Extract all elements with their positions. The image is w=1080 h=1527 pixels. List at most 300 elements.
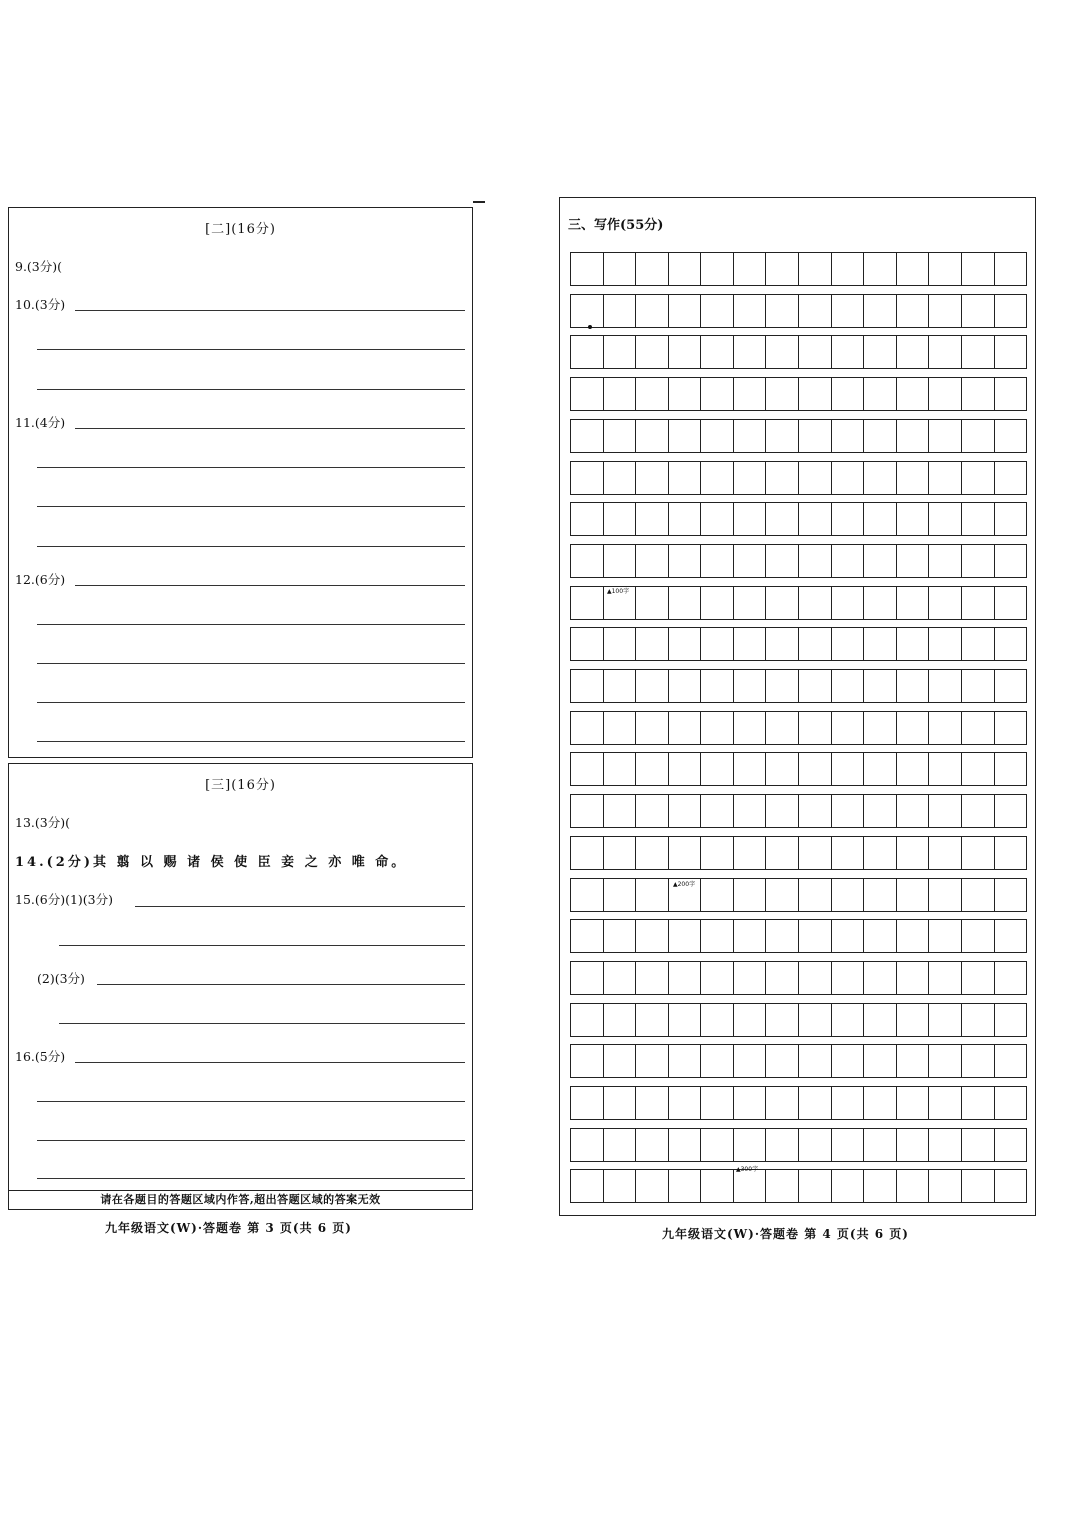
grid-cell[interactable] [995,253,1027,285]
grid-cell[interactable] [669,587,702,619]
grid-cell[interactable] [995,1045,1027,1077]
grid-cell[interactable] [929,295,962,327]
grid-cell[interactable] [995,920,1027,952]
grid-cell[interactable] [995,795,1027,827]
grid-cell[interactable] [669,336,702,368]
grid-cell[interactable] [701,962,734,994]
grid-cell[interactable] [962,462,995,494]
grid-cell[interactable] [636,753,669,785]
grid-cell[interactable] [995,378,1027,410]
grid-cell[interactable] [832,670,865,702]
grid-cell[interactable] [636,336,669,368]
grid-cell[interactable] [897,295,930,327]
grid-cell[interactable] [701,420,734,452]
grid-cell[interactable] [734,712,767,744]
grid-cell[interactable] [962,795,995,827]
grid-cell[interactable] [734,962,767,994]
grid-cell[interactable] [897,253,930,285]
grid-cell[interactable] [766,628,799,660]
grid-cell[interactable] [571,587,604,619]
grid-cell[interactable] [962,670,995,702]
grid-cell[interactable] [669,1004,702,1036]
grid-cell[interactable] [604,420,637,452]
grid-cell[interactable] [897,587,930,619]
grid-cell[interactable] [636,962,669,994]
grid-cell[interactable] [995,1087,1027,1119]
grid-cell[interactable] [995,962,1027,994]
grid-cell[interactable] [636,920,669,952]
grid-cell[interactable] [604,462,637,494]
grid-cell[interactable] [669,1129,702,1161]
grid-cell[interactable] [929,503,962,535]
grid-cell[interactable] [571,1045,604,1077]
grid-cell[interactable] [766,545,799,577]
grid-cell[interactable] [864,420,897,452]
grid-cell[interactable] [832,1129,865,1161]
grid-cell[interactable] [571,628,604,660]
grid-cell[interactable] [734,628,767,660]
grid-cell[interactable] [799,753,832,785]
grid-cell[interactable] [701,545,734,577]
grid-cell[interactable] [864,503,897,535]
grid-cell[interactable] [701,670,734,702]
grid-cell[interactable] [864,670,897,702]
grid-cell[interactable] [571,253,604,285]
grid-cell[interactable] [897,378,930,410]
grid-cell[interactable] [962,295,995,327]
grid-cell[interactable] [897,545,930,577]
grid-cell[interactable] [571,1087,604,1119]
grid-cell[interactable] [766,879,799,911]
grid-cell[interactable] [766,837,799,869]
grid-cell[interactable] [766,670,799,702]
grid-cell[interactable] [734,920,767,952]
grid-cell[interactable] [766,1129,799,1161]
grid-cell[interactable] [701,628,734,660]
grid-cell[interactable] [962,420,995,452]
grid-cell[interactable] [636,587,669,619]
grid-cell[interactable] [897,962,930,994]
grid-cell[interactable] [571,462,604,494]
grid-cell[interactable] [701,795,734,827]
grid-cell[interactable] [929,962,962,994]
grid-cell[interactable] [571,753,604,785]
grid-cell[interactable] [897,879,930,911]
grid-cell[interactable] [929,795,962,827]
grid-cell[interactable] [604,336,637,368]
grid-cell[interactable] [734,503,767,535]
grid-cell[interactable] [995,879,1027,911]
grid-cell[interactable] [832,1170,865,1202]
grid-cell[interactable] [766,336,799,368]
grid-cell[interactable] [669,462,702,494]
grid-cell[interactable] [701,753,734,785]
grid-cell[interactable] [669,295,702,327]
grid-cell[interactable] [864,336,897,368]
grid-cell[interactable] [864,753,897,785]
grid-cell[interactable] [701,1045,734,1077]
grid-cell[interactable] [604,295,637,327]
grid-cell[interactable] [604,253,637,285]
question-16-answer-line[interactable] [37,1101,465,1102]
grid-cell[interactable] [669,795,702,827]
question-11-answer-line[interactable] [37,506,465,507]
grid-cell[interactable] [636,1170,669,1202]
grid-cell[interactable] [766,1045,799,1077]
grid-cell[interactable] [962,962,995,994]
grid-cell[interactable] [995,587,1027,619]
grid-cell[interactable] [766,462,799,494]
grid-cell[interactable] [864,1087,897,1119]
grid-cell[interactable] [864,545,897,577]
grid-cell[interactable] [897,712,930,744]
grid-cell[interactable] [766,1004,799,1036]
grid-cell[interactable] [734,420,767,452]
grid-cell[interactable] [571,879,604,911]
grid-cell[interactable] [897,753,930,785]
grid-cell[interactable] [929,753,962,785]
grid-cell[interactable] [571,712,604,744]
question-10-answer-line[interactable] [37,349,465,350]
grid-cell[interactable] [897,1129,930,1161]
grid-cell[interactable] [799,1087,832,1119]
grid-cell[interactable] [669,420,702,452]
grid-cell[interactable] [604,1129,637,1161]
grid-cell[interactable] [734,545,767,577]
grid-cell[interactable] [604,837,637,869]
grid-cell[interactable] [571,1004,604,1036]
grid-cell[interactable] [604,670,637,702]
grid-cell[interactable] [832,545,865,577]
grid-cell[interactable] [799,1170,832,1202]
question-15-2-answer-line[interactable] [59,1023,465,1024]
grid-cell[interactable] [864,1004,897,1036]
grid-cell[interactable] [701,1004,734,1036]
grid-cell[interactable] [897,1087,930,1119]
grid-cell[interactable] [766,253,799,285]
grid-cell[interactable] [929,336,962,368]
grid-cell[interactable] [701,837,734,869]
grid-cell[interactable] [929,1129,962,1161]
grid-cell[interactable] [604,503,637,535]
grid-cell[interactable] [571,670,604,702]
grid-cell[interactable] [962,837,995,869]
grid-cell[interactable] [636,1004,669,1036]
grid-cell[interactable] [604,628,637,660]
grid-cell[interactable] [864,1170,897,1202]
grid-cell[interactable] [734,753,767,785]
grid-cell[interactable] [929,545,962,577]
grid-cell[interactable] [701,1129,734,1161]
grid-cell[interactable] [701,712,734,744]
grid-cell[interactable] [734,1170,767,1202]
grid-cell[interactable] [604,753,637,785]
grid-cell[interactable] [832,503,865,535]
question-11-answer-line[interactable] [75,428,465,429]
grid-cell[interactable] [636,795,669,827]
grid-cell[interactable] [799,628,832,660]
grid-cell[interactable] [604,795,637,827]
grid-cell[interactable] [962,336,995,368]
grid-cell[interactable] [962,1087,995,1119]
grid-cell[interactable] [701,295,734,327]
grid-cell[interactable] [799,587,832,619]
grid-cell[interactable] [799,420,832,452]
question-12-answer-line[interactable] [37,741,465,742]
grid-cell[interactable] [864,295,897,327]
grid-cell[interactable] [929,587,962,619]
grid-cell[interactable] [962,545,995,577]
grid-cell[interactable] [701,1087,734,1119]
grid-cell[interactable] [799,920,832,952]
grid-cell[interactable] [864,1045,897,1077]
grid-cell[interactable] [734,670,767,702]
grid-cell[interactable] [766,378,799,410]
grid-cell[interactable] [897,795,930,827]
grid-cell[interactable] [929,253,962,285]
grid-cell[interactable] [864,628,897,660]
grid-cell[interactable] [669,628,702,660]
grid-cell[interactable] [897,920,930,952]
grid-cell[interactable] [995,1004,1027,1036]
question-16-answer-line[interactable] [37,1140,465,1141]
grid-cell[interactable] [897,420,930,452]
grid-cell[interactable] [799,503,832,535]
grid-cell[interactable] [636,879,669,911]
grid-cell[interactable] [995,837,1027,869]
grid-cell[interactable] [799,795,832,827]
grid-cell[interactable] [929,420,962,452]
grid-cell[interactable] [571,420,604,452]
grid-cell[interactable] [995,1129,1027,1161]
grid-cell[interactable] [832,253,865,285]
grid-cell[interactable] [799,962,832,994]
grid-cell[interactable] [929,879,962,911]
grid-cell[interactable] [571,295,604,327]
question-16-answer-line[interactable] [75,1062,465,1063]
grid-cell[interactable] [799,879,832,911]
question-12-answer-line[interactable] [37,624,465,625]
grid-cell[interactable] [864,837,897,869]
grid-cell[interactable] [571,545,604,577]
grid-cell[interactable] [929,837,962,869]
grid-cell[interactable] [995,545,1027,577]
question-15-1-answer-line[interactable] [59,945,465,946]
question-12-answer-line[interactable] [37,702,465,703]
grid-cell[interactable] [701,920,734,952]
grid-cell[interactable] [571,1170,604,1202]
grid-cell[interactable] [571,920,604,952]
grid-cell[interactable] [897,1170,930,1202]
grid-cell[interactable] [864,920,897,952]
grid-cell[interactable] [766,1087,799,1119]
grid-cell[interactable] [571,378,604,410]
grid-cell[interactable] [636,670,669,702]
grid-cell[interactable] [929,920,962,952]
grid-cell[interactable] [832,587,865,619]
grid-cell[interactable] [929,378,962,410]
grid-cell[interactable] [897,628,930,660]
grid-cell[interactable] [669,712,702,744]
grid-cell[interactable] [799,336,832,368]
grid-cell[interactable] [962,378,995,410]
grid-cell[interactable] [929,1004,962,1036]
grid-cell[interactable] [734,253,767,285]
grid-cell[interactable] [995,753,1027,785]
grid-cell[interactable] [734,879,767,911]
grid-cell[interactable] [766,587,799,619]
grid-cell[interactable] [636,462,669,494]
question-11-answer-line[interactable] [37,467,465,468]
grid-cell[interactable] [929,670,962,702]
grid-cell[interactable] [832,295,865,327]
grid-cell[interactable] [734,587,767,619]
grid-cell[interactable] [636,378,669,410]
grid-cell[interactable] [701,503,734,535]
grid-cell[interactable] [864,879,897,911]
grid-cell[interactable] [636,295,669,327]
grid-cell[interactable] [929,462,962,494]
grid-cell[interactable] [669,378,702,410]
grid-cell[interactable] [701,336,734,368]
grid-cell[interactable] [766,962,799,994]
grid-cell[interactable] [799,1004,832,1036]
grid-cell[interactable] [929,1170,962,1202]
grid-cell[interactable] [962,1170,995,1202]
question-11-answer-line[interactable] [37,546,465,547]
grid-cell[interactable] [734,1129,767,1161]
grid-cell[interactable] [604,545,637,577]
grid-cell[interactable] [962,712,995,744]
grid-cell[interactable] [897,670,930,702]
question-10-answer-line[interactable] [37,389,465,390]
grid-cell[interactable] [832,920,865,952]
grid-cell[interactable] [864,378,897,410]
grid-cell[interactable] [832,1004,865,1036]
grid-cell[interactable] [766,795,799,827]
grid-cell[interactable] [995,670,1027,702]
grid-cell[interactable] [636,253,669,285]
grid-cell[interactable] [734,1045,767,1077]
grid-cell[interactable] [571,837,604,869]
grid-cell[interactable] [636,420,669,452]
grid-cell[interactable] [832,837,865,869]
grid-cell[interactable] [995,1170,1027,1202]
grid-cell[interactable] [799,545,832,577]
grid-cell[interactable] [995,336,1027,368]
grid-cell[interactable] [897,1004,930,1036]
grid-cell[interactable] [995,712,1027,744]
grid-cell[interactable] [604,920,637,952]
grid-cell[interactable] [766,420,799,452]
grid-cell[interactable] [962,1045,995,1077]
grid-cell[interactable] [995,420,1027,452]
grid-cell[interactable] [832,753,865,785]
grid-cell[interactable] [799,837,832,869]
grid-cell[interactable] [604,1087,637,1119]
grid-cell[interactable] [929,628,962,660]
grid-cell[interactable] [766,295,799,327]
grid-cell[interactable] [669,1170,702,1202]
grid-cell[interactable] [734,1004,767,1036]
grid-cell[interactable] [995,295,1027,327]
grid-cell[interactable] [636,1045,669,1077]
grid-cell[interactable] [962,503,995,535]
grid-cell[interactable] [701,462,734,494]
grid-cell[interactable] [832,462,865,494]
grid-cell[interactable] [864,462,897,494]
grid-cell[interactable] [799,462,832,494]
grid-cell[interactable] [962,1129,995,1161]
grid-cell[interactable] [636,503,669,535]
grid-cell[interactable] [799,295,832,327]
grid-cell[interactable] [701,1170,734,1202]
grid-cell[interactable] [832,879,865,911]
grid-cell[interactable] [897,837,930,869]
grid-cell[interactable] [929,1087,962,1119]
grid-cell[interactable] [799,670,832,702]
grid-cell[interactable] [995,503,1027,535]
question-10-answer-line[interactable] [75,310,465,311]
grid-cell[interactable] [962,253,995,285]
grid-cell[interactable] [832,712,865,744]
grid-cell[interactable] [929,1045,962,1077]
grid-cell[interactable] [799,1129,832,1161]
grid-cell[interactable] [897,503,930,535]
grid-cell[interactable] [766,503,799,535]
grid-cell[interactable] [734,336,767,368]
grid-cell[interactable] [864,712,897,744]
question-15-1-answer-line[interactable] [135,906,465,907]
grid-cell[interactable] [636,837,669,869]
grid-cell[interactable] [636,712,669,744]
grid-cell[interactable] [604,879,637,911]
grid-cell[interactable] [701,587,734,619]
grid-cell[interactable] [799,253,832,285]
grid-cell[interactable] [604,378,637,410]
grid-cell[interactable] [766,712,799,744]
grid-cell[interactable] [669,670,702,702]
grid-cell[interactable] [669,753,702,785]
grid-cell[interactable] [701,253,734,285]
grid-cell[interactable] [701,879,734,911]
grid-cell[interactable] [799,378,832,410]
grid-cell[interactable] [669,837,702,869]
grid-cell[interactable] [669,545,702,577]
grid-cell[interactable] [734,1087,767,1119]
grid-cell[interactable] [571,1129,604,1161]
grid-cell[interactable] [962,879,995,911]
grid-cell[interactable] [604,1045,637,1077]
grid-cell[interactable] [636,1129,669,1161]
grid-cell[interactable] [864,253,897,285]
grid-cell[interactable] [864,1129,897,1161]
grid-cell[interactable] [832,336,865,368]
question-16-answer-line[interactable] [37,1178,465,1179]
grid-cell[interactable] [636,628,669,660]
grid-cell[interactable] [734,837,767,869]
grid-cell[interactable] [571,962,604,994]
grid-cell[interactable] [669,253,702,285]
grid-cell[interactable] [864,587,897,619]
grid-cell[interactable] [832,1045,865,1077]
grid-cell[interactable] [962,1004,995,1036]
grid-cell[interactable] [897,1045,930,1077]
grid-cell[interactable] [832,1087,865,1119]
grid-cell[interactable] [995,628,1027,660]
grid-cell[interactable] [604,712,637,744]
grid-cell[interactable] [636,1087,669,1119]
